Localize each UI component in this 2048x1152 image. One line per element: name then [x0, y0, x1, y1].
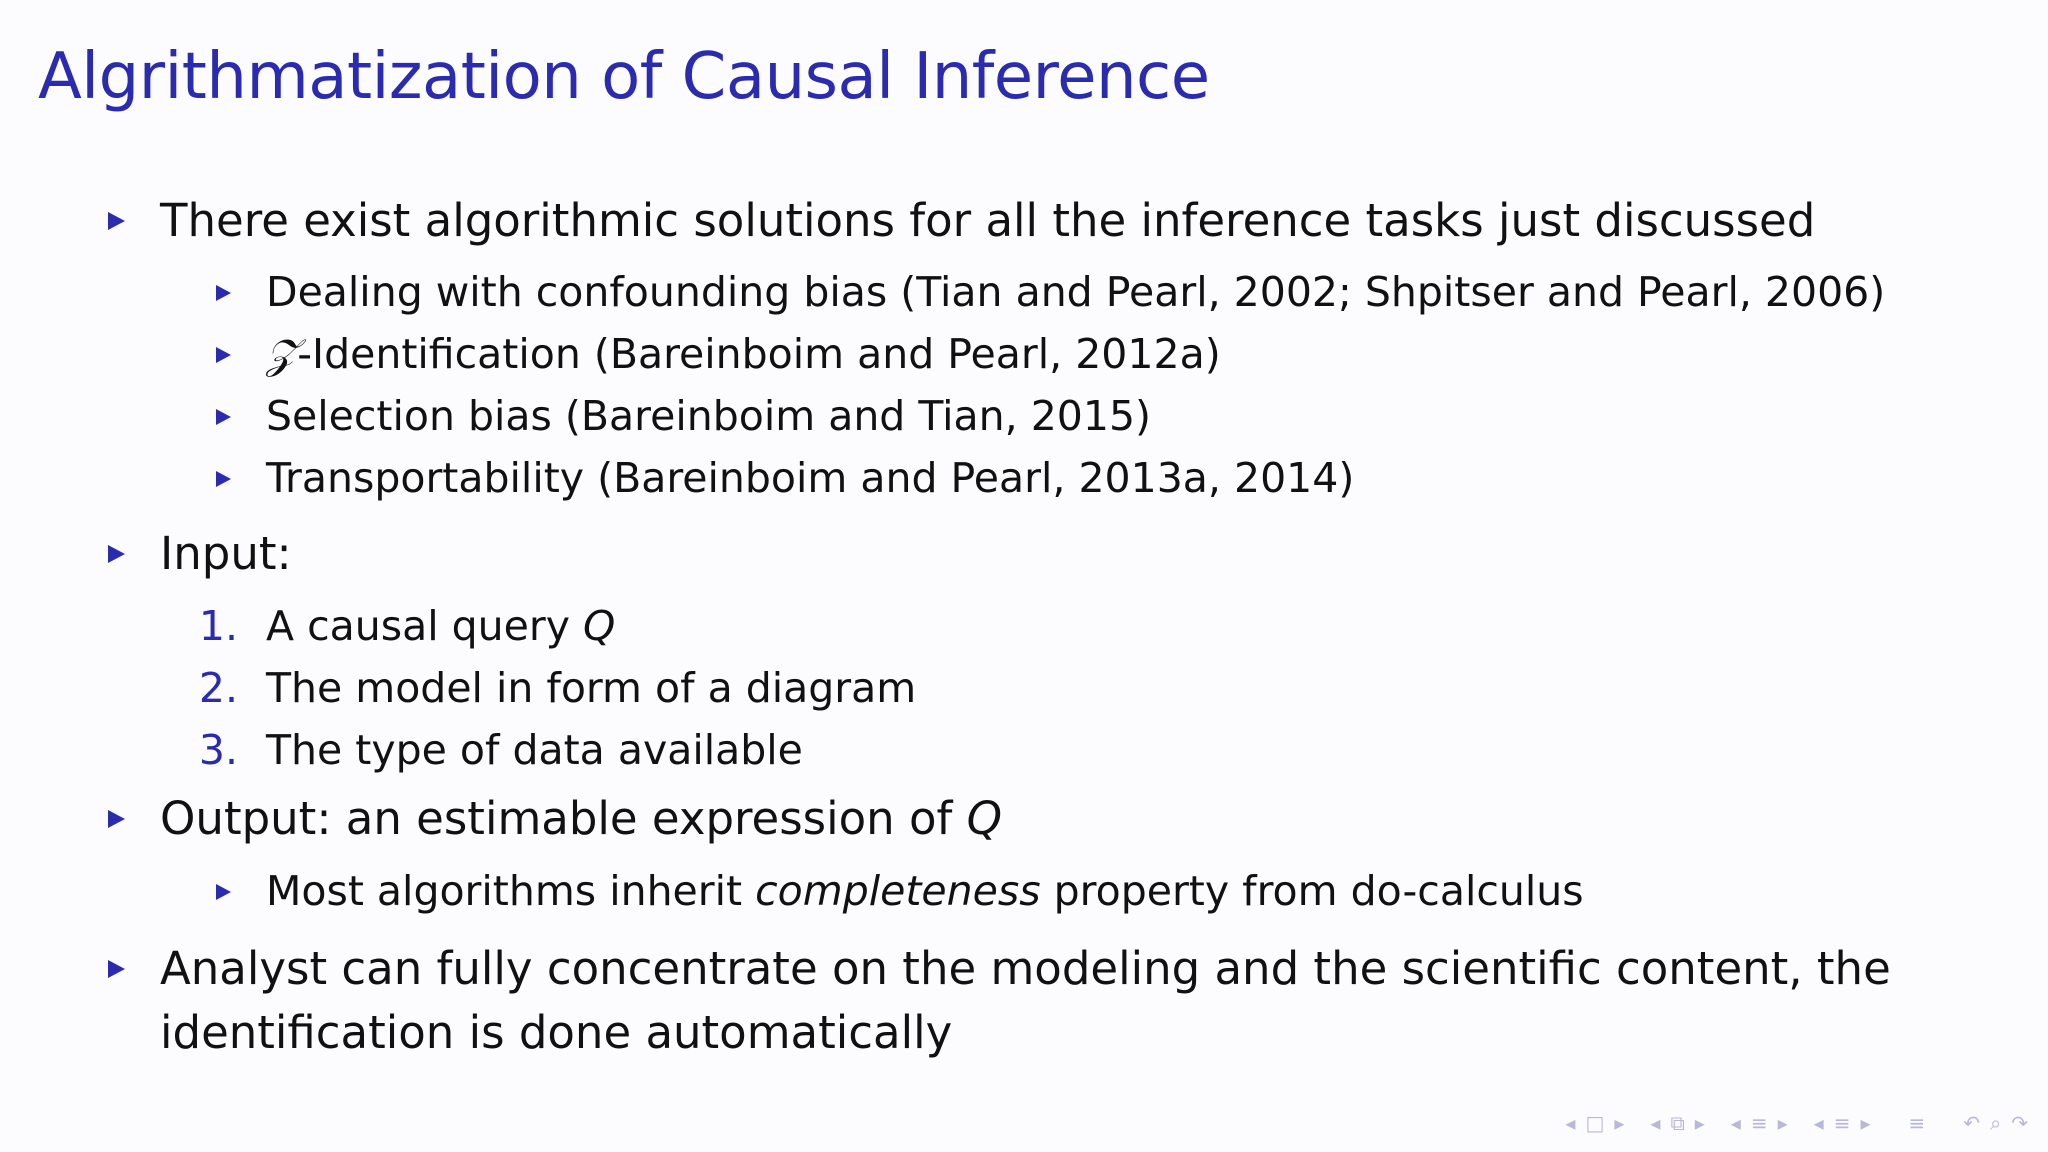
sub-bullet-4-text: Transportability (Bareinboim and Pearl, 2013a, 2014) — [266, 454, 1355, 502]
bullet-3 — [160, 792, 1003, 845]
enum-number: 1. — [198, 602, 238, 650]
bullet-triangle-icon — [108, 810, 125, 828]
bullet-triangle-icon — [108, 960, 125, 978]
bullet-1-text: There exist algorithmic solutions for all the inference tasks just discussed — [160, 194, 1816, 247]
nav-prev-section-icon[interactable]: ◂ — [1730, 1111, 1741, 1135]
sub-bullet-completeness — [266, 867, 1584, 915]
sub-bullet-2-text: -Identification (Bareinboim and Pearl, 2012a) — [297, 330, 1221, 378]
enum-number: 2. — [198, 664, 238, 712]
sub-bullet-3-text: Selection bias (Bareinboim and Tian, 2015) — [266, 392, 1152, 440]
sub-bullet-triangle-icon — [216, 347, 231, 363]
sub-bullet-2 — [266, 330, 1221, 378]
bullet-3-text: Output: an estimable expression of — [160, 792, 967, 845]
nav-next-subsection-icon[interactable]: ▸ — [1694, 1111, 1705, 1135]
bullet-4-line-1: Analyst can fully concentrate on the modeling and the scientific content, the — [160, 942, 1891, 995]
enum-item-3-text: The type of data available — [266, 726, 803, 774]
z-symbol: 𝒵 — [266, 330, 298, 378]
enum-item-1-text: A causal query — [266, 602, 584, 650]
beamer-navigation-bar — [1565, 1108, 2028, 1138]
slide-title: Algrithmatization of Causal Inference — [38, 40, 1210, 114]
enum-item-1 — [266, 602, 616, 650]
sub-bullet-triangle-icon — [216, 471, 231, 487]
nav-forward-icon[interactable]: ↷ — [2011, 1111, 2028, 1135]
nav-section-icon[interactable]: ≡ — [1750, 1111, 1768, 1135]
bullet-triangle-icon — [108, 545, 125, 563]
sub-bullet-post: property from do-calculus — [1040, 867, 1584, 915]
sub-bullet-1-text: Dealing with confounding bias (Tian and Pearl, 2002; Shpitser and Pearl, 2006) — [266, 268, 1886, 316]
nav-next-part-icon[interactable]: ▸ — [1860, 1111, 1871, 1135]
nav-back-icon[interactable]: ↶ — [1963, 1111, 1981, 1135]
query-variable: Q — [583, 602, 616, 650]
nav-align-icon[interactable]: ≡ — [1908, 1111, 1926, 1135]
sub-bullet-triangle-icon — [216, 409, 231, 425]
nav-prev-frame-icon[interactable]: ◂ — [1565, 1111, 1576, 1135]
enum-item-2-text: The model in form of a diagram — [266, 664, 917, 712]
bullet-triangle-icon — [108, 212, 125, 230]
nav-next-frame-icon[interactable]: ▸ — [1614, 1111, 1625, 1135]
sub-bullet-pre: Most algorithms inherit — [266, 867, 756, 915]
sub-bullet-triangle-icon — [216, 884, 231, 900]
query-variable: Q — [966, 792, 1003, 845]
emphasis-completeness: completeness — [755, 867, 1041, 915]
enum-number: 3. — [198, 726, 238, 774]
nav-part-icon[interactable]: ≡ — [1833, 1111, 1851, 1135]
nav-prev-part-icon[interactable]: ◂ — [1813, 1111, 1824, 1135]
nav-prev-subsection-icon[interactable]: ◂ — [1650, 1111, 1661, 1135]
sub-bullet-triangle-icon — [216, 285, 231, 301]
bullet-2-text: Input: — [160, 527, 292, 580]
nav-frame-icon[interactable]: □ — [1585, 1111, 1605, 1135]
bullet-4-line-2: identification is done automatically — [160, 1006, 953, 1059]
nav-next-section-icon[interactable]: ▸ — [1777, 1111, 1788, 1135]
nav-search-icon[interactable]: ⌕ — [1990, 1111, 2002, 1135]
nav-subsection-icon[interactable]: ⧉ — [1670, 1111, 1685, 1135]
